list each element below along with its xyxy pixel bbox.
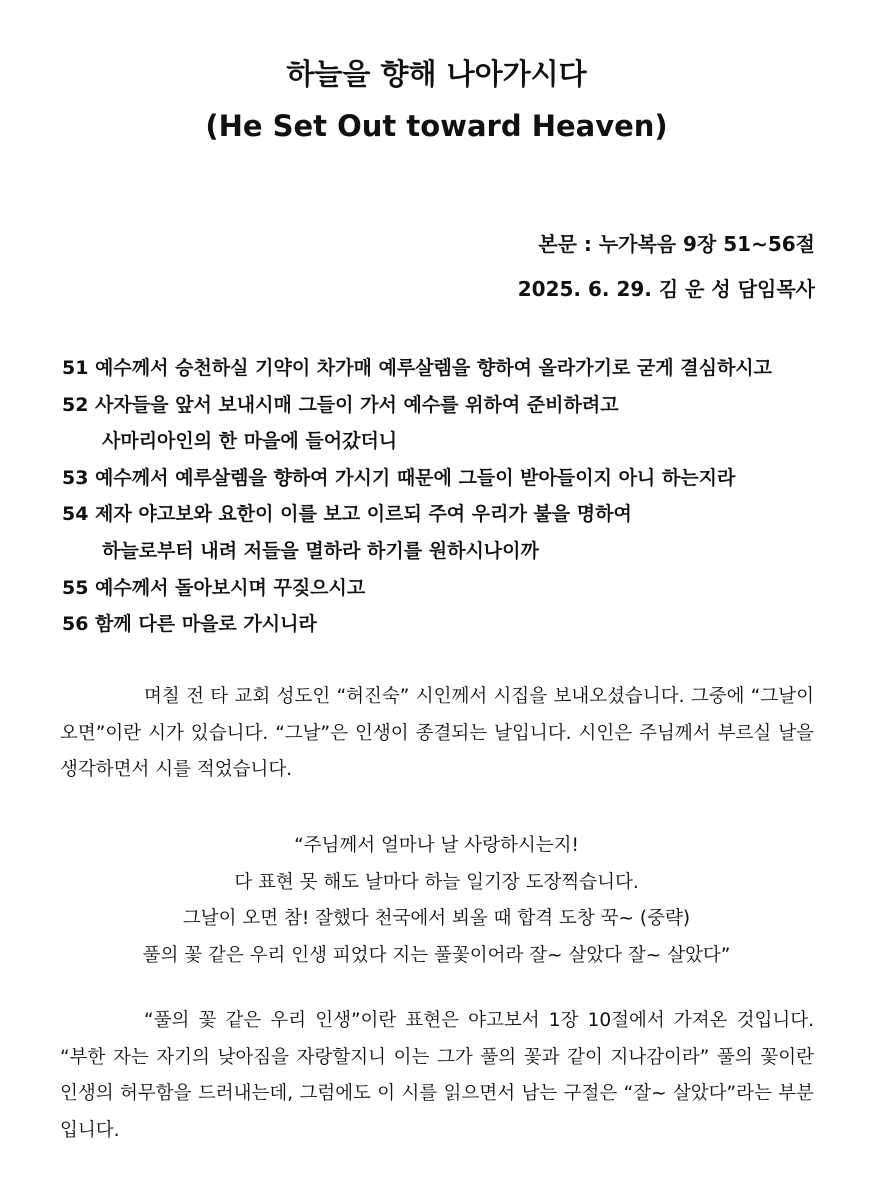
verse-line-continued: 하늘로부터 내려 저들을 멸하라 하기를 원하시나이까: [102, 539, 539, 562]
paragraph-text: “풀의 꽃 같은 우리 인생”이란 표현은 야고보서 1장 10절에서 가져온 것입니다. “부한 자는 자기의 낮아짐을 자랑할지니 이는 그가 풀의 꽃과 같이 지나감이라” 풀의 꽃이란 인생의 허무함을 드러내는데, 그럼에도 이 시를 읽으면서 남는 구절은 “잘~ 살았다”라는 부분입니다.: [60, 1010, 814, 1141]
poem-line: 풀의 꽃 같은 우리 인생 피었다 지는 풀꽃이어라 잘~ 살았다 잘~ 살았다”: [142, 944, 731, 966]
poem-quote: [0, 828, 873, 974]
scripture-verses: [62, 350, 822, 643]
page-subtitle-english: (He Set Out toward Heaven): [205, 109, 668, 143]
verse-line: 53 예수께서 예루살렘을 향하여 가시기 때문에 그들이 받아들이지 아니 하는지라: [62, 466, 736, 489]
poem-line: 그날이 오면 참! 잘했다 천국에서 뵈올 때 합격 도창 꾹~ (중략): [182, 908, 691, 929]
scripture-reference: 본문 : 누가복음 9장 51~56절: [538, 232, 815, 256]
date-and-author: 2025. 6. 29. 김 운 성 담임목사: [517, 277, 815, 301]
page-title: 하늘을 향해 나아가시다: [286, 57, 587, 91]
verse-line: 55 예수께서 돌아보시며 꾸짖으시고: [62, 576, 366, 599]
body-paragraph-2: [60, 1003, 814, 1149]
verse-line: 51 예수께서 승천하실 기약이 차가매 예루살렘을 향하여 올라가기로 굳게 결심하시고: [62, 357, 773, 379]
poem-line: 다 표현 못 해도 날마다 하늘 일기장 도장찍습니다.: [234, 871, 639, 893]
verse-line: 54 제자 야고보와 요한이 이를 보고 이르되 주여 우리가 불을 명하여: [62, 503, 632, 526]
poem-line: “주님께서 얼마나 날 사랑하시는지!: [294, 835, 579, 856]
body-paragraph-1: [60, 679, 814, 789]
verse-line: 52 사자들을 앞서 보내시매 그들이 가서 예수를 위하여 준비하려고: [62, 393, 619, 416]
paragraph-text: 며칠 전 타 교회 성도인 “허진숙” 시인께서 시집을 보내오셨습니다. 그중에 “그날이 오면”이란 시가 있습니다. “그날”은 인생이 종결되는 날입니다. 시인은 주님께서 부르실 날을 생각하면서 시를 적었습니다.: [60, 686, 814, 780]
verse-line-continued: 사마리아인의 한 마을에 들어갔더니: [102, 430, 398, 453]
verse-line: 56 함께 다른 마을로 가시니라: [62, 613, 317, 636]
